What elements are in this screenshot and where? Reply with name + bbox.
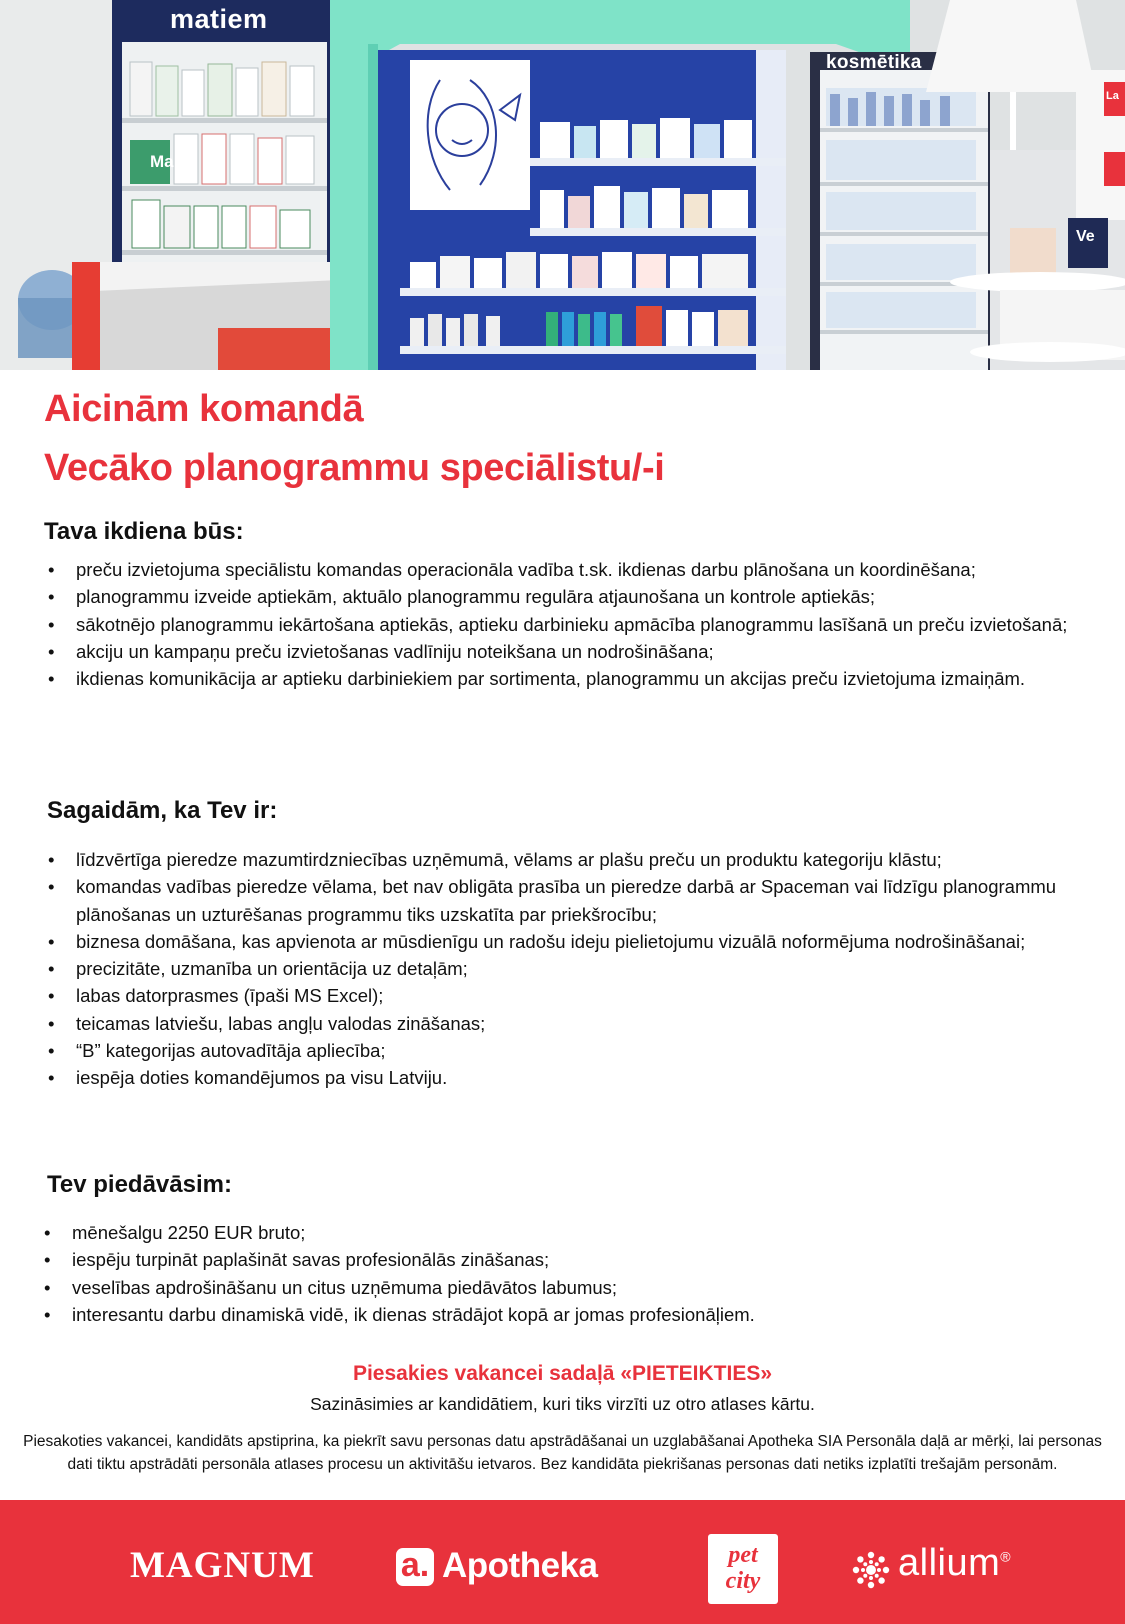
list-item: • interesantu darbu dinamiskā vidē, ik dienas strādājot kopā ar jomas profesionāļiem. xyxy=(40,1301,1100,1328)
petcity-logo xyxy=(708,1534,778,1604)
hero-photo xyxy=(0,0,1125,370)
section-heading-offer: Tev piedāvāsim: xyxy=(47,1171,232,1198)
apotheka-logo: Apotheka xyxy=(442,1546,598,1585)
list-item: • preču izvietojuma speciālistu komandas operacionāla vadība t.sk. ikdienas darbu plānošana un koordinēšana; xyxy=(44,556,1104,583)
list-item: • akciju un kampaņu preču izvietošanas vadlīniju noteikšana un nodrošināšana; xyxy=(44,638,1104,665)
magnum-logo: MAGNUM xyxy=(130,1545,315,1586)
section-heading-requirements: Sagaidām, ka Tev ir: xyxy=(47,797,278,824)
shelf-label-la: La xyxy=(1106,90,1119,102)
list-item: • komandas vadības pieredze vēlama, bet nav obligāta prasība un pieredze darbā ar Spaceman vai līdzīgu planogrammu plānošanas un uzturēšanas programmu tiks uzskatīta par priekšrocību; xyxy=(44,873,1094,928)
list-item: • veselības apdrošināšanu un citus uzņēmuma piedāvātos labumus; xyxy=(40,1274,1100,1301)
list-item: • iespēja doties komandējumos pa visu Latviju. xyxy=(44,1064,1094,1091)
daily-duties-list xyxy=(44,556,1104,692)
hero-sign-kosmetika: kosmētika xyxy=(826,52,922,73)
page-title-line1: Aicinām komandā xyxy=(44,388,364,430)
list-item: • biznesa domāšana, kas apvienota ar mūsdienīgu un radošu ideju pielietojumu vizuālā noformējuma nodrošināšanai; xyxy=(44,928,1094,955)
petcity-logo-line1: pet xyxy=(728,1542,758,1568)
brand-footer xyxy=(0,1500,1125,1624)
allium-logo-text: allium xyxy=(898,1542,1001,1584)
list-item: • teicamas latviešu, labas angļu valodas zināšanas; xyxy=(44,1010,1094,1037)
pharmacy-interior-illustration xyxy=(0,0,1125,370)
petcity-logo-line2: city xyxy=(725,1568,761,1594)
offer-list xyxy=(40,1219,1100,1328)
registered-mark: ® xyxy=(1000,1548,1012,1565)
list-item: • sākotnējo planogrammu iekārtošana aptiekās, aptieku darbinieku apmācība planogrammu lasīšanā un preču izvietošanā; xyxy=(44,611,1104,638)
allium-flower-icon xyxy=(848,1547,894,1593)
requirements-list xyxy=(44,846,1094,1092)
list-item: • ikdienas komunikācija ar aptieku darbiniekiem par sortimenta, planogrammu un akcijas preču izvietojuma izmaiņām. xyxy=(44,665,1104,692)
allium-logo xyxy=(898,1542,1011,1585)
page-title-line2: Vecāko planogrammu speciālistu/-i xyxy=(44,447,665,489)
list-item: • precizitāte, uzmanība un orientācija uz detaļām; xyxy=(44,955,1094,982)
list-item: • “B” kategorijas autovadītāja apliecība; xyxy=(44,1037,1094,1064)
list-item: • mēnešalgu 2250 EUR bruto; xyxy=(40,1219,1100,1246)
hero-sign-matiem: matiem xyxy=(170,4,268,34)
list-item: • līdzvērtīga pieredze mazumtirdzniecības uzņēmumā, vēlams ar plašu preču un produktu kategoriju klāstu; xyxy=(44,846,1094,873)
contact-note: Sazināsimies ar kandidātiem, kuri tiks virzīti uz otro atlases kārtu. xyxy=(310,1394,815,1414)
shelf-label-ve: Ve xyxy=(1076,228,1095,245)
shelf-label-ma: Ma xyxy=(150,152,174,171)
data-consent-notice: Piesakoties vakancei, kandidāts apstiprina, ka piekrīt savu personas datu apstrādāšanai un uzglabāšanai Apotheka SIA Personāla daļā ar mērķi, lai personas dati tiktu apstrādāti personāla atlases procesu un aktivitāšu ietvaros. Bez kandidāta piekrišanas personas dati netiks izplatīti trešajām personām. xyxy=(23,1433,1102,1473)
apply-call-to-action: Piesakies vakancei sadaļā «PIETEIKTIES» xyxy=(352,1362,773,1385)
list-item: • labas datorprasmes (īpaši MS Excel); xyxy=(44,982,1094,1009)
apotheka-logo-mark: a. xyxy=(396,1548,434,1586)
list-item: • planogrammu izveide aptiekām, aktuālo planogrammu regulāra atjaunošana un kontrole aptiekās; xyxy=(44,583,1104,610)
list-item: • iespēju turpināt paplašināt savas profesionālās zināšanas; xyxy=(40,1246,1100,1273)
section-heading-daily: Tava ikdiena būs: xyxy=(44,518,244,545)
